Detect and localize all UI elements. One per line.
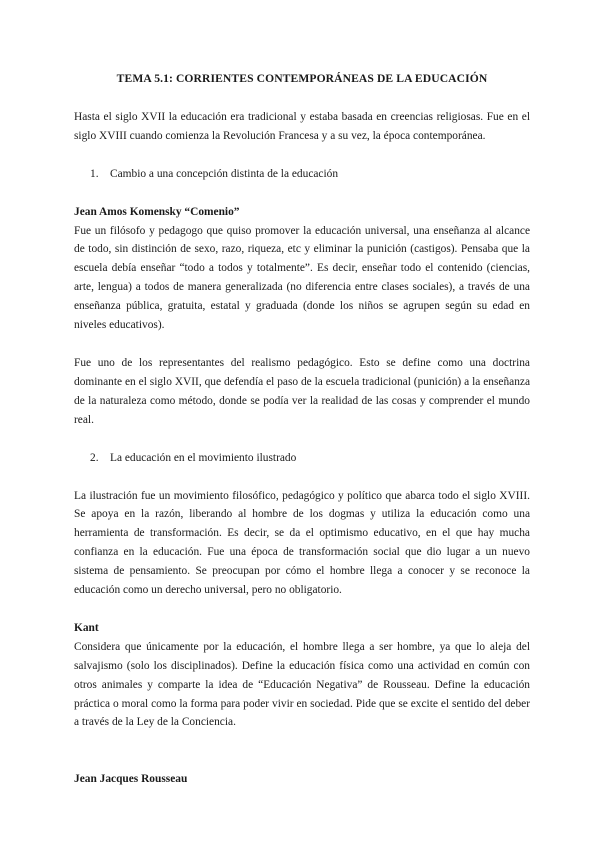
spacer (74, 335, 530, 354)
spacer (74, 184, 530, 203)
section-label: Cambio a una concepción distinta de la educación (110, 167, 339, 180)
section-number: 1. (90, 167, 99, 180)
rousseau-heading: Jean Jacques Rousseau (74, 773, 188, 786)
section-label: La educación en el movimiento ilustrado (110, 451, 297, 464)
komensky-paragraph-1: Fue un filósofo y pedagogo que quiso promover la educación universal, una enseñanza al alcance de todo, sin distinción de sexo, razo, riqueza, etc y eliminar la punición (castigos). Pensaba que la escuela debía enseñar “todo a todos y totalmente”. Es decir, enseñar todo el contenido (ciencias, arte, lengua) a todos de manera generalizada (no diferencia entre clases sociales), a través de una enseñanza pública, gratuita, estatal y graduada (donde los niños se agrupen según su edad en niveles educativos). (74, 224, 530, 332)
spacer (74, 600, 530, 619)
section-heading-2 (74, 449, 530, 468)
spacer (74, 732, 530, 751)
kant-paragraph: Considera que únicamente por la educación, el hombre llega a ser hombre, ya que lo aleja del salvajismo (solo los disciplinados). Define la educación física como una actividad en común con otros animales y comparte la idea de “Educación Negativa” de Rousseau. Define la educación práctica o moral como la forma para poder vivir en sociedad. Pide que se excite el sentido del deber a través de la Ley de la Conciencia. (74, 640, 530, 729)
spacer (74, 468, 530, 487)
document-page (74, 70, 530, 789)
section-heading-1 (74, 165, 530, 184)
section-number: 2. (90, 451, 99, 464)
kant-heading: Kant (74, 621, 99, 634)
spacer (74, 751, 530, 770)
document-title: TEMA 5.1: CORRIENTES CONTEMPORÁNEAS DE LA EDUCACIÓN (116, 72, 488, 85)
intro-paragraph: Hasta el siglo XVII la educación era tradicional y estaba basada en creencias religiosas. Fue en el siglo XVIII cuando comienza la Revolución Francesa y a su vez, la época contemporánea. (74, 110, 530, 142)
spacer (74, 146, 530, 165)
spacer (74, 430, 530, 449)
ilustracion-paragraph: La ilustración fue un movimiento filosófico, pedagógico y político que abarca todo el siglo XVIII. Se apoya en la razón, liberando al hombre de los dogmas y utiliza la educación como una herramienta de transformación. Es decir, se da el optimismo educativo, en el que hay mucha confianza en la educación. Fue una época de transformación social que dio lugar a un nuevo sistema de pensamiento. Se preocupan por cómo el hombre llega a conocer y se reconoce la educación como un derecho universal, pero no obligatorio. (74, 489, 530, 597)
komensky-paragraph-2: Fue uno de los representantes del realismo pedagógico. Esto se define como una doctrina dominante en el siglo XVII, que defendía el paso de la escuela tradicional (punición) a la enseñanza de la naturaleza como método, donde se podía ver la realidad de las cosas y comprender el mundo real. (74, 356, 530, 426)
komensky-heading: Jean Amos Komensky “Comenio” (74, 205, 240, 218)
